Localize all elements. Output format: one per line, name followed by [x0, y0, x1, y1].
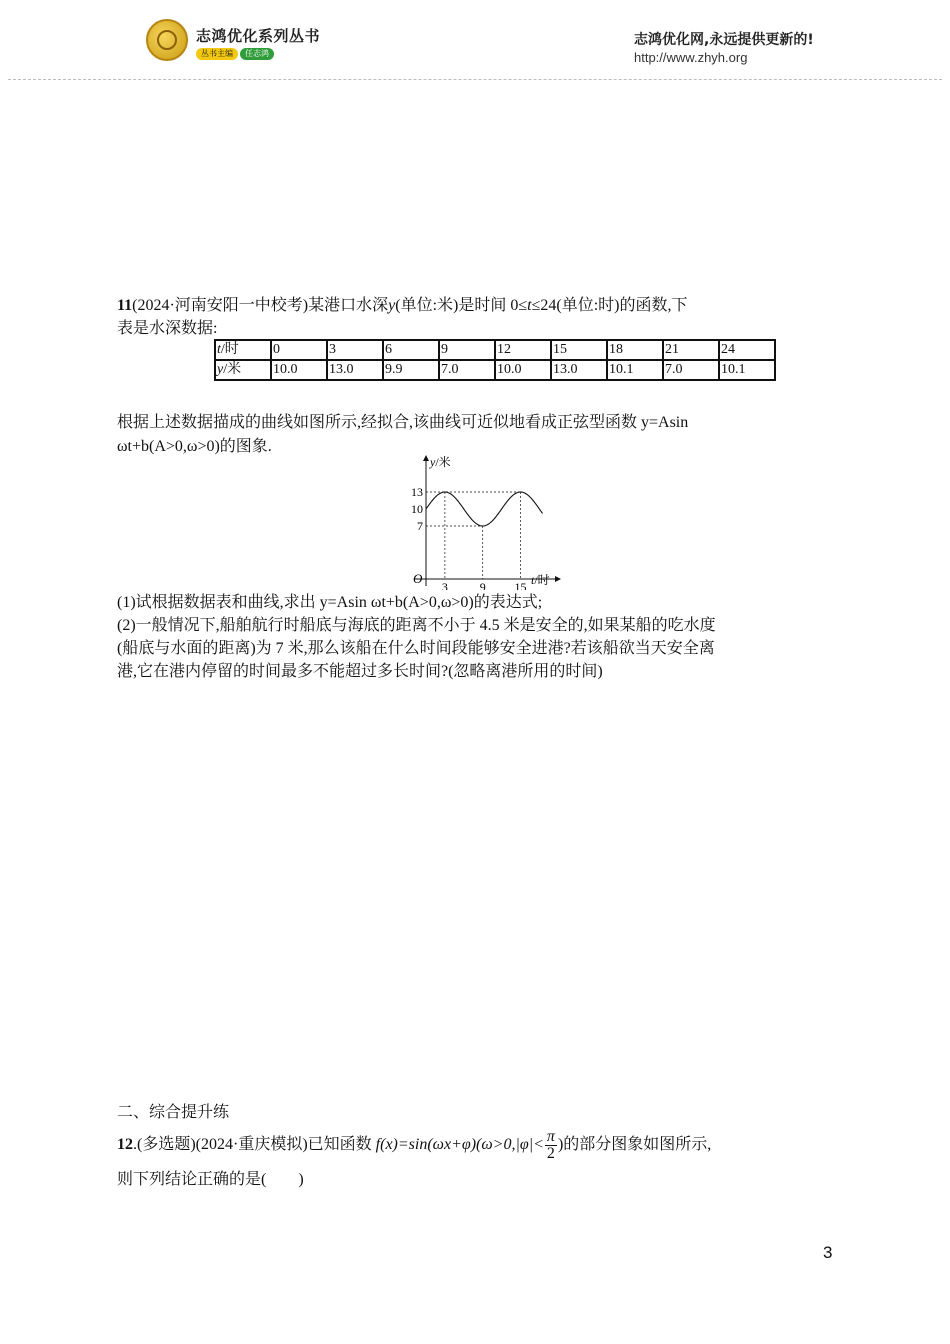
q12-tag: .(多选题)(2024·重庆模拟) [133, 1136, 308, 1153]
q11-sub2-line3: 港,它在港内停留的时间最多不能超过多长时间?(忽略离港所用的时间) [117, 663, 603, 680]
q11-text-b: (单位:米)是时间 0≤ [395, 297, 528, 314]
q12-number: 12 [117, 1136, 133, 1153]
table-cell: 10.1 [607, 360, 663, 380]
table-cell: 3 [327, 340, 383, 360]
q11-source: (2024·河南安阳一中校考) [132, 297, 309, 314]
q11-para-line1: 根据上述数据描成的曲线如图所示,经拟合,该曲线可近似地看成正弦型函数 y=Asin [117, 414, 689, 431]
page-number: 3 [823, 1243, 833, 1262]
q11-para-line2: ωt+b(A>0,ω>0)的图象. [117, 438, 272, 455]
q12-line2: 则下列结论正确的是( ) [117, 1171, 304, 1188]
x-tick-label: 15 [514, 580, 527, 590]
table-cell: 0 [271, 340, 327, 360]
table-cell: 10.1 [719, 360, 775, 380]
q11-sub1: (1)试根据数据表和曲线,求出 y=Asin ωt+b(A>0,ω>0)的表达式; [117, 594, 543, 611]
header-url[interactable]: http://www.zhyh.org [634, 50, 748, 65]
sine-curve [426, 492, 543, 526]
y-axis-label: y/米 [430, 455, 451, 469]
section-heading: 二、综合提升练 [117, 1104, 230, 1121]
editor-badge [196, 48, 274, 60]
tick-labels [411, 485, 527, 590]
table-cell: 21 [663, 340, 719, 360]
table-cell: 24 [719, 340, 775, 360]
q11-var-y: y [388, 297, 396, 314]
pi-over-2-fraction: $\frac{\pi}{2}$ [546, 1127, 555, 1162]
q12-text-b: )的部分图象如图所示, [557, 1136, 712, 1153]
y-tick-label: 7 [417, 519, 423, 533]
table-row-t [215, 340, 775, 360]
editor-name: 任志鸿 [240, 48, 274, 60]
table-cell: 7.0 [663, 360, 719, 380]
q11-sub2-line2: (船底与水面的距离)为 7 米,那么该船在什么时间段能够安全进港?若该船欲当天安全离 [117, 640, 715, 657]
editor-label: 丛书主编 [196, 48, 238, 60]
x-axis-label: t/时 [531, 573, 550, 587]
publisher-logo [146, 19, 188, 61]
table-cell: 6 [383, 340, 439, 360]
dashed-guides [426, 492, 521, 579]
table-cell: 9.9 [383, 360, 439, 380]
table-row-y [215, 360, 775, 380]
table-cell: 18 [607, 340, 663, 360]
y-tick-label: 13 [411, 485, 423, 499]
table-cell: 15 [551, 340, 607, 360]
header-slogan: 志鸿优化网,永远提供更新的! [634, 32, 814, 48]
header-divider [8, 79, 942, 80]
table-cell: 13.0 [327, 360, 383, 380]
q11-var-t: t [527, 297, 532, 314]
x-tick-label: 9 [479, 580, 486, 590]
table-cell: 7.0 [439, 360, 495, 380]
q12-line1 [117, 1128, 711, 1162]
sine-chart [400, 452, 570, 590]
brand-title: 志鸿优化系列丛书 [196, 27, 321, 45]
q11-line2: 表是水深数据: [117, 320, 218, 337]
q12-function: f(x)=sin(ωx+φ)(ω>0,|φ|< [375, 1136, 544, 1153]
table-head-t: t/时 [215, 340, 271, 360]
origin-label: O [413, 571, 423, 586]
table-cell: 9 [439, 340, 495, 360]
table-head-y: y/米 [215, 360, 271, 380]
q11-line1 [117, 294, 687, 317]
depth-table [214, 339, 776, 381]
x-tick-label: 3 [441, 580, 448, 590]
q11-sub2-line1: (2)一般情况下,船舶航行时船底与海底的距离不小于 4.5 米是安全的,如果某船的吃水度 [117, 617, 716, 634]
q11-text-c: ≤24(单位:时)的函数,下 [531, 297, 688, 314]
y-tick-label: 10 [411, 502, 423, 516]
q12-text-a: 已知函数 [307, 1136, 376, 1153]
table-cell: 13.0 [551, 360, 607, 380]
q11-text-a: 某港口水深 [308, 297, 389, 314]
q11-number: 11 [117, 297, 133, 314]
table-cell: 10.0 [271, 360, 327, 380]
table-cell: 10.0 [495, 360, 551, 380]
table-cell: 12 [495, 340, 551, 360]
